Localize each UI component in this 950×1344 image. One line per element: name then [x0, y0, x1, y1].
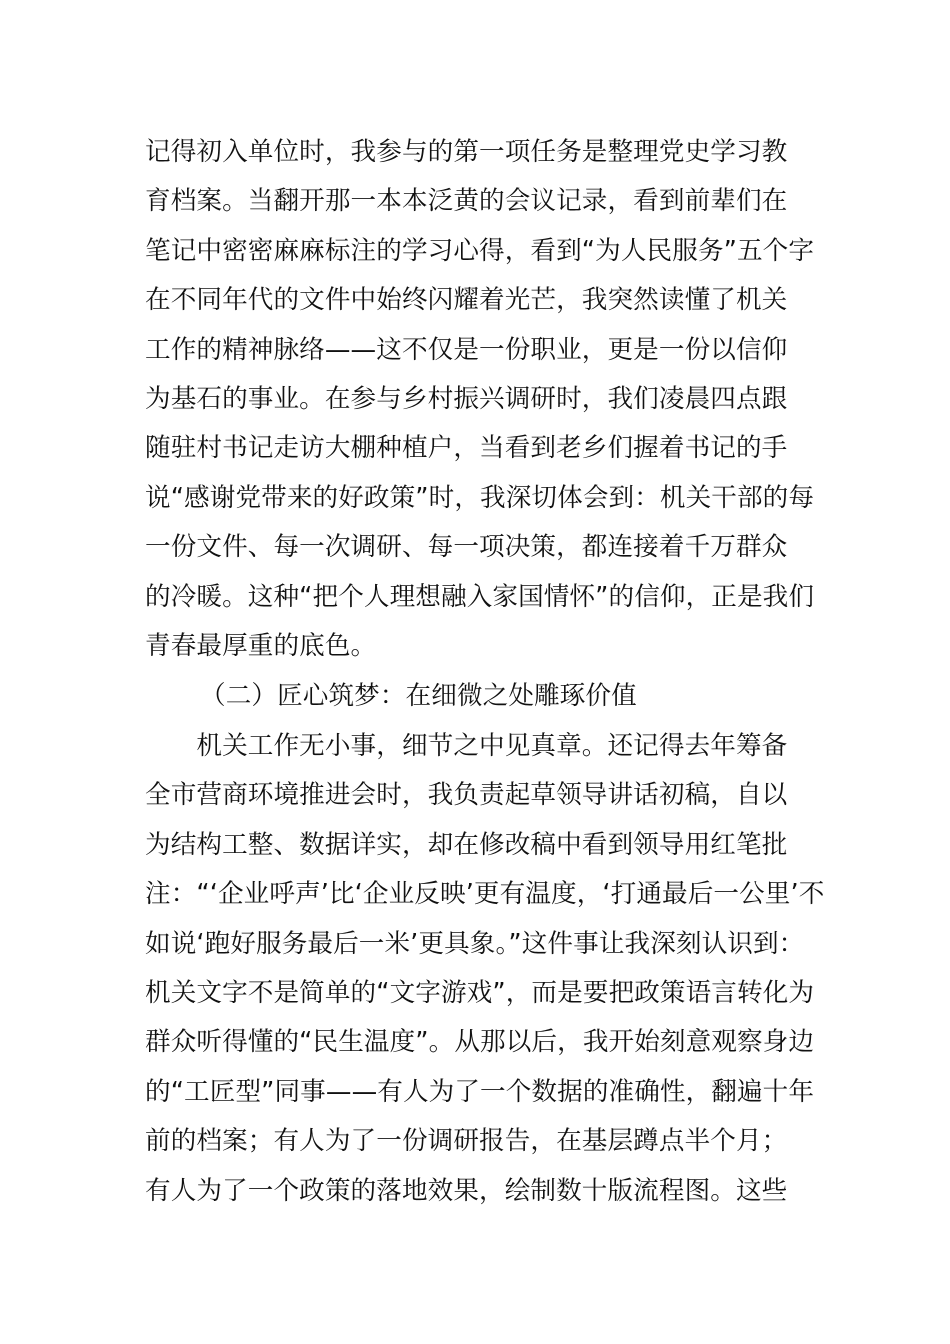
text-line: 有人为了一个政策的落地效果，绘制数十版流程图。这些 [145, 1175, 788, 1206]
text-line: 育档案。当翻开那一本本泛黄的会议记录，看到前辈们在 [145, 186, 788, 217]
section-heading-text: （二）匠心筑梦：在细微之处雕琢价值 [200, 681, 637, 711]
paragraph-two [145, 722, 825, 1216]
section-heading [200, 672, 810, 721]
text-line: 工作的精神脉络——这不仅是一份职业，更是一份以信仰 [145, 334, 788, 365]
text-line: 机关文字不是简单的“文字游戏”，而是要把政策语言转化为 [145, 977, 815, 1008]
text-line: 为结构工整、数据详实，却在修改稿中看到领导用红笔批 [145, 829, 788, 860]
text-line: 的“工匠型”同事——有人为了一个数据的准确性，翻遍十年 [145, 1076, 815, 1107]
text-line: 随驻村书记走访大棚种植户，当看到老乡们握着书记的手 [145, 433, 788, 464]
text-line: 一份文件、每一次调研、每一项决策，都连接着千万群众 [145, 532, 788, 563]
text-line: 笔记中密密麻麻标注的学习心得，看到“为人民服务”五个字 [145, 235, 815, 266]
paragraph-one [145, 128, 815, 671]
text-line: 如说‘跑好服务最后一米’更具象。”这件事让我深刻认识到： [145, 928, 805, 959]
text-line: 青春最厚重的底色。 [145, 630, 377, 661]
text-line: 机关工作无小事，细节之中见真章。还记得去年筹备 [145, 731, 788, 761]
text-line: 前的档案；有人为了一份调研报告，在基层蹲点半个月； [145, 1126, 788, 1157]
text-line: 说“感谢党带来的好政策”时，我深切体会到：机关干部的每 [145, 482, 815, 513]
text-line: 注：“‘企业呼声’比‘企业反映’更有温度，‘打通最后一公里’不 [145, 879, 825, 910]
text-line: 为基石的事业。在参与乡村振兴调研时，我们凌晨四点跟 [145, 383, 788, 414]
text-line: 记得初入单位时，我参与的第一项任务是整理党史学习教 [145, 137, 788, 167]
text-line: 全市营商环境推进会时，我负责起草领导讲话初稿，自以 [145, 780, 788, 811]
text-line: 群众听得懂的“民生温度”。从那以后，我开始刻意观察身边 [145, 1027, 815, 1058]
text-line: 的冷暖。这种“把个人理想融入家国情怀”的信仰，正是我们 [145, 581, 815, 612]
text-line: 在不同年代的文件中始终闪耀着光芒，我突然读懂了机关 [145, 285, 788, 316]
